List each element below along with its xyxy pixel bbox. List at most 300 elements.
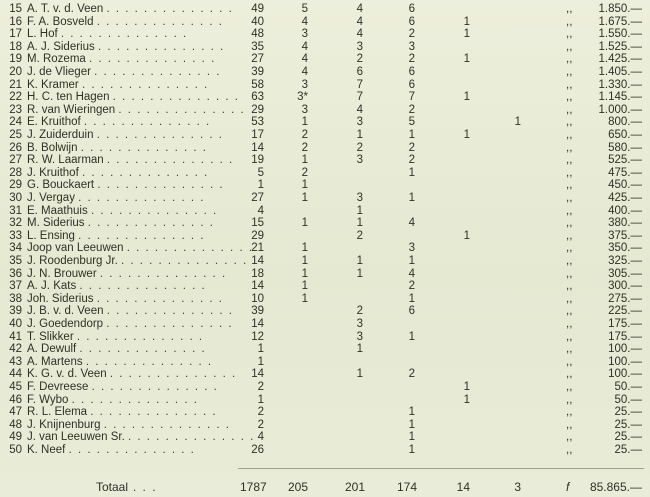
total-col-1: 1787: [240, 480, 267, 494]
col-1-value: 14: [251, 280, 264, 293]
ditto-mark: ,,: [566, 3, 573, 15]
prize-amount: 1.000.—: [598, 103, 642, 116]
ditto-mark: ,,: [566, 381, 573, 393]
player-name-text: J. Kruithof: [27, 166, 79, 179]
leader-dots: . . . . . . . . . . . . . .: [97, 40, 225, 53]
player-name-text: H. C. ten Hagen: [27, 91, 110, 104]
col-1-value: 53: [251, 116, 264, 129]
prize-amount: 650.—: [608, 129, 642, 141]
col-1-value: 14: [251, 141, 264, 154]
col-1-value: 2: [257, 406, 264, 419]
player-name-text: Joh. Siderius: [27, 292, 94, 305]
col-5-value: 1: [463, 28, 470, 41]
col-1-value: 1: [257, 179, 264, 192]
player-name: [27, 442, 237, 458]
col-3-value: 3: [356, 116, 363, 129]
prize-amount: 25.—: [614, 418, 642, 431]
leader-dots: . . . . . . . . . . . . . .: [79, 280, 207, 293]
col-3-value: 4: [356, 15, 363, 28]
leader-dots: . . . . . . . . . . . . . .: [106, 3, 234, 15]
col-4-value: 3: [408, 40, 415, 53]
ditto-mark: ,,: [566, 141, 573, 154]
player-name-text: E. Maathuis: [27, 204, 88, 217]
col-1-value: 29: [251, 229, 264, 242]
col-4-value: 4: [408, 217, 415, 230]
rank-number: 43: [9, 355, 22, 368]
col-3-value: 4: [356, 28, 363, 41]
col-1-value: 18: [251, 267, 264, 280]
player-name-text: T. Slikker: [27, 330, 74, 343]
player-name-text: J. N. Brouwer: [27, 267, 97, 280]
col-3-value: 3: [356, 192, 363, 204]
col-2-value: 1: [301, 242, 308, 255]
leader-dots: . . . . . . . . . . . . . .: [81, 166, 209, 179]
ditto-mark: ,,: [566, 129, 573, 141]
rank-number: 42: [9, 343, 22, 356]
col-4-value: 2: [408, 154, 415, 167]
col-2-value: 5: [301, 3, 308, 15]
col-1-value: 1: [257, 355, 264, 368]
player-name-text: J. Knijnenburg: [27, 418, 101, 431]
col-2-value: 1: [301, 154, 308, 167]
ditto-mark: ,,: [566, 179, 573, 192]
col-4-value: 2: [408, 53, 415, 66]
player-name-text: F. Devreese: [27, 381, 89, 393]
ditto-mark: ,,: [566, 343, 573, 356]
col-4-value: 5: [408, 116, 415, 129]
rank-number: 18: [9, 40, 22, 53]
prize-amount: 100.—: [608, 368, 642, 381]
leader-dots: . . . . . . . . . . . . . .: [109, 368, 237, 381]
rank-number: 21: [9, 78, 22, 91]
leader-dots: . . . . . . . . . . . . . .: [106, 154, 234, 167]
col-5-value: 1: [463, 53, 470, 66]
player-name-text: J. Roodenburg Jr.: [27, 255, 118, 267]
player-name-text: J. B. v. d. Veen: [27, 305, 104, 318]
col-4-value: 1: [408, 192, 415, 204]
col-1-value: 4: [257, 431, 264, 444]
total-col-2: 205: [287, 480, 308, 494]
prize-amount: 380.—: [608, 217, 642, 230]
ditto-mark: ,,: [566, 393, 573, 406]
col-5-value: 1: [463, 381, 470, 393]
ditto-mark: ,,: [566, 305, 573, 318]
rank-number: 35: [9, 255, 22, 267]
leader-dots: . . . . . . . . . . . . . .: [81, 78, 209, 91]
leader-dots: . . . . . . . . . . . . . .: [97, 179, 225, 192]
prize-amount: 25.—: [614, 431, 642, 444]
col-4-value: 1: [408, 166, 415, 179]
ditto-mark: ,,: [566, 355, 573, 368]
col-2-value: 4: [301, 15, 308, 28]
prize-amount: 175.—: [608, 318, 642, 330]
col-2-value: 1: [301, 116, 308, 129]
prize-amount: 100.—: [608, 355, 642, 368]
prize-amount: 475.—: [608, 166, 642, 179]
col-4-value: 6: [408, 66, 415, 78]
player-name-text: L. Ensing: [27, 229, 75, 242]
leader-dots: . . . . . . . . . . . . . .: [89, 53, 216, 66]
player-name-text: B. Bolwijn: [27, 141, 78, 154]
col-1-value: 17: [251, 129, 264, 141]
player-name-text: J. Zuiderduin: [27, 129, 94, 141]
col-4-value: 1: [408, 330, 415, 343]
col-1-value: 4: [257, 204, 264, 217]
col-1-value: 35: [251, 40, 264, 53]
col-3-value: 3: [356, 40, 363, 53]
prize-amount: 305.—: [608, 267, 642, 280]
ditto-mark: ,,: [566, 242, 573, 255]
prize-amount: 350.—: [608, 242, 642, 255]
prize-amount: 100.—: [608, 343, 642, 356]
prize-amount: 375.—: [608, 229, 642, 242]
rank-number: 30: [9, 192, 22, 204]
ditto-mark: ,,: [566, 53, 573, 66]
col-3-value: 2: [356, 229, 363, 242]
col-4-value: 1: [408, 129, 415, 141]
col-4-value: 4: [408, 267, 415, 280]
leader-dots: . . . . . . . . . . . . . .: [87, 217, 215, 230]
prize-amount: 50.—: [614, 393, 642, 406]
leader-dots: . . . . . . . . . . . . . .: [85, 355, 213, 368]
col-2-value: 1: [301, 280, 308, 293]
col-4-value: 3: [408, 242, 415, 255]
player-name-text: E. Kruithof: [27, 116, 81, 129]
player-name-text: K. Neef: [27, 444, 66, 456]
leader-dots: . . . . . . . . . . . . . .: [83, 116, 211, 129]
rank-number: 39: [9, 305, 22, 318]
col-2-value: 1: [301, 292, 308, 305]
rank-number: 33: [9, 229, 22, 242]
col-4-value: 1: [408, 292, 415, 305]
col-4-value: 1: [408, 418, 415, 431]
col-1-value: 15: [251, 217, 264, 230]
col-3-value: 3: [356, 318, 363, 330]
prize-amount: 1.550.—: [598, 28, 642, 41]
prize-amount: 1.850.—: [598, 3, 642, 15]
col-1-value: 5: [257, 166, 264, 179]
rank-number: 26: [9, 141, 22, 154]
ditto-mark: ,,: [566, 418, 573, 431]
col-1-value: 39: [251, 305, 264, 318]
col-1-value: 27: [251, 53, 264, 66]
leader-dots: . . . . . . . . . . . . . .: [96, 292, 224, 305]
col-2-value: 4: [301, 40, 308, 53]
col-3-value: 7: [356, 91, 363, 104]
rank-number: 47: [9, 406, 22, 419]
ditto-mark: ,,: [566, 280, 573, 293]
col-1-value: 48: [251, 28, 264, 41]
leader-dots: . . . . . . . . . . . . . .: [90, 406, 218, 419]
leader-dots: . . . . . . . . . . . . . .: [71, 393, 199, 406]
ditto-mark: ,,: [566, 103, 573, 116]
col-1-value: 19: [251, 154, 264, 167]
ditto-mark: ,,: [566, 292, 573, 305]
leader-dots: . . . . . . . . . . . . . .: [80, 141, 208, 154]
rank-number: 17: [9, 28, 22, 41]
ditto-mark: ,,: [566, 66, 573, 78]
col-4-value: 2: [408, 28, 415, 41]
prize-amount: 400.—: [608, 204, 642, 217]
col-2-value: 3: [301, 103, 308, 116]
player-name-text: A. Dewulf: [27, 343, 77, 356]
leader-dots: . . . . . . . . . . . . . .: [94, 66, 221, 78]
rank-number: 49: [9, 431, 22, 444]
leader-dots: . . . . . . . . . . . . . .: [76, 330, 204, 343]
col-1-value: 58: [251, 78, 264, 91]
col-1-value: 40: [251, 15, 264, 28]
total-rule: [238, 468, 644, 469]
col-1-value: 1: [257, 393, 264, 406]
player-name-text: M. Rozema: [27, 53, 86, 66]
prize-amount: 425.—: [608, 192, 642, 204]
prize-amount: 50.—: [614, 381, 642, 393]
ditto-mark: ,,: [566, 15, 573, 28]
rank-number: 24: [9, 116, 22, 129]
leader-dots: . . . . . . . . . . . . . .: [106, 305, 234, 318]
col-3-value: 1: [356, 217, 363, 230]
col-3-value: 1: [356, 343, 363, 356]
col-2-value: 3: [301, 28, 308, 41]
col-3-value: 1: [356, 204, 363, 217]
player-name-text: J. van Leeuwen Sr.: [27, 431, 125, 444]
prize-amount: 225.—: [608, 305, 642, 318]
prize-amount: 580.—: [608, 141, 642, 154]
col-5-value: 1: [463, 15, 470, 28]
prize-amount: 450.—: [608, 179, 642, 192]
ditto-mark: ,,: [566, 318, 573, 330]
leader-dots: . . . . . . . . . . . . . .: [79, 343, 207, 356]
leader-dots: . . . . . . . . . . . . . .: [106, 318, 234, 330]
col-2-value: 4: [301, 66, 308, 78]
total-col-6: 3: [514, 480, 521, 494]
rank-number: 50: [9, 444, 22, 456]
player-name-text: F. A. Bosveld: [27, 15, 94, 28]
prize-amount: 800.—: [608, 116, 642, 129]
total-col-5: 14: [456, 480, 470, 494]
col-3-value: 1: [356, 129, 363, 141]
ditto-mark: ,,: [566, 267, 573, 280]
rank-number: 37: [9, 280, 22, 293]
ditto-mark: ,,: [566, 28, 573, 41]
rank-number: 36: [9, 267, 22, 280]
prize-amount: 325.—: [608, 255, 642, 267]
col-2-value: 1: [301, 255, 308, 267]
rank-number: 22: [9, 91, 22, 104]
col-4-value: 2: [408, 141, 415, 154]
prize-amount: 1.405.—: [598, 66, 642, 78]
ditto-mark: ,,: [566, 166, 573, 179]
leader-dots: . . . . . . . . . . . . . .: [60, 28, 188, 41]
rank-number: 34: [9, 242, 22, 255]
col-5-value: 1: [463, 129, 470, 141]
ditto-mark: ,,: [566, 330, 573, 343]
leader-dots: . . . . . . . . . . . . . .: [126, 242, 254, 255]
col-1-value: 63: [251, 91, 264, 104]
player-name-text: J. Goedendorp: [27, 318, 104, 330]
col-4-value: 2: [408, 103, 415, 116]
col-5-value: 1: [463, 229, 470, 242]
prize-amount: 525.—: [608, 154, 642, 167]
leader-dots: . . . . . . . . . . . . . .: [120, 255, 248, 267]
rank-number: 38: [9, 292, 22, 305]
player-name-text: R. van Wieringen: [27, 103, 116, 116]
col-3-value: 6: [356, 66, 363, 78]
leader-dots: . . . . . . . . . . . . . .: [96, 129, 224, 141]
player-name-text: A. Martens: [27, 355, 83, 368]
player-name-text: A. J. Siderius: [27, 40, 95, 53]
col-5-value: 1: [463, 393, 470, 406]
ditto-mark: ,,: [566, 192, 573, 204]
player-name-text: A. J. Kats: [27, 280, 77, 293]
prize-amount: 1.145.—: [598, 91, 642, 104]
col-2-value: 1: [301, 179, 308, 192]
col-4-value: 1: [408, 406, 415, 419]
leader-dots: . . . . . . . . . . . . . .: [91, 381, 219, 393]
col-2-value: 4: [301, 53, 308, 66]
player-name-text: A. T. v. d. Veen: [27, 3, 104, 15]
col-1-value: 26: [251, 444, 264, 456]
player-name-text: M. Siderius: [27, 217, 85, 230]
ditto-mark: ,,: [566, 40, 573, 53]
col-2-value: 2: [301, 141, 308, 154]
leader-dots: . . . . . . . . . . . . . .: [68, 444, 196, 456]
rank-number: 19: [9, 53, 22, 66]
prize-amount: 300.—: [608, 280, 642, 293]
leader-dots: . . . . . . . . . . . . . .: [103, 418, 231, 431]
prize-amount: 25.—: [614, 444, 642, 456]
leader-dots: . . . . . . . . . . . . . .: [90, 204, 218, 217]
col-3-value: 4: [356, 3, 363, 15]
col-1-value: 1: [257, 343, 264, 356]
leader-dots: . . . . . . . . . . . . . .: [78, 192, 205, 204]
col-1-value: 49: [251, 3, 264, 15]
rank-number: 27: [9, 154, 22, 167]
col-3-value: 3: [356, 154, 363, 167]
rank-number: 20: [9, 66, 22, 78]
col-6-value: 1: [514, 116, 521, 129]
rank-number: 40: [9, 318, 22, 330]
prize-amount: 175.—: [608, 330, 642, 343]
ditto-mark: ,,: [566, 255, 573, 267]
col-2-value: 1: [301, 192, 308, 204]
rank-number: 48: [9, 418, 22, 431]
ditto-mark: ,,: [566, 78, 573, 91]
col-4-value: 2: [408, 368, 415, 381]
col-1-value: 39: [251, 66, 264, 78]
col-3-value: 7: [356, 78, 363, 91]
col-2-value: 3: [301, 78, 308, 91]
rank-number: 46: [9, 393, 22, 406]
prize-amount: 1.425.—: [598, 53, 642, 66]
col-4-value: 1: [408, 255, 415, 267]
leader-dots: . . . . . . . . . . . . . .: [96, 15, 224, 28]
prize-amount: 1.525.—: [598, 40, 642, 53]
col-5-value: 1: [463, 91, 470, 104]
col-4-value: 6: [408, 3, 415, 15]
col-3-value: 3: [356, 330, 363, 343]
leader-dots: . . . . . . . . . . . . . .: [112, 91, 240, 104]
rank-number: 29: [9, 179, 22, 192]
total-currency: f: [566, 480, 570, 494]
ditto-mark: ,,: [566, 217, 573, 230]
col-2-value: 1: [301, 217, 308, 230]
col-1-value: 21: [251, 242, 264, 255]
total-col-4: 174: [397, 480, 418, 494]
ditto-mark: ,,: [566, 204, 573, 217]
col-1-value: 2: [257, 381, 264, 393]
col-3-value: 4: [356, 103, 363, 116]
col-4-value: 7: [408, 91, 415, 104]
player-name-text: Joop van Leeuwen: [27, 242, 124, 255]
leader-dots: . . . . . . . . . . . . . .: [78, 229, 205, 242]
ditto-mark: ,,: [566, 229, 573, 242]
prize-amount: 1.675.—: [598, 15, 642, 28]
rank-number: 45: [9, 381, 22, 393]
col-4-value: 6: [408, 15, 415, 28]
leader-dots: . . . . . . . . . . . . . .: [128, 431, 255, 444]
player-name-text: L. Hof: [27, 28, 58, 41]
rank-number: 32: [9, 217, 22, 230]
prize-amount: 1.330.—: [598, 78, 642, 91]
leader-dots: . . . . . . . . . . . . . .: [118, 103, 246, 116]
col-1-value: 14: [251, 255, 264, 267]
col-1-value: 14: [251, 368, 264, 381]
ditto-mark: ,,: [566, 431, 573, 444]
col-3-value: 1: [356, 368, 363, 381]
player-name-text: R. L. Elema: [27, 406, 88, 419]
total-col-3: 201: [345, 480, 366, 494]
player-name-text: J. Vergay: [27, 192, 75, 204]
ditto-mark: ,,: [566, 444, 573, 456]
prize-amount: 275.—: [608, 292, 642, 305]
player-name-text: R. W. Laarman: [27, 154, 104, 167]
total-amount: 85.865.—: [589, 480, 642, 494]
col-2-value: 3*: [297, 91, 308, 104]
player-name-text: K. Kramer: [27, 78, 79, 91]
ditto-mark: ,,: [566, 116, 573, 129]
ditto-mark: ,,: [566, 154, 573, 167]
rank-number: 15: [9, 3, 22, 15]
col-4-value: 1: [408, 444, 415, 456]
player-name-text: F. Wybo: [27, 393, 69, 406]
col-4-value: 2: [408, 280, 415, 293]
col-4-value: 6: [408, 78, 415, 91]
ditto-mark: ,,: [566, 368, 573, 381]
leader-dots: . . . . . . . . . . . . . .: [99, 267, 227, 280]
col-2-value: 2: [301, 166, 308, 179]
col-4-value: 1: [408, 431, 415, 444]
prize-amount: 25.—: [614, 406, 642, 419]
col-4-value: 6: [408, 305, 415, 318]
col-2-value: 1: [301, 267, 308, 280]
player-name-text: J. de Vlieger: [27, 66, 91, 78]
total-label: Totaal . . .: [96, 480, 158, 494]
col-1-value: 27: [251, 192, 264, 204]
rank-number: 31: [9, 204, 22, 217]
col-3-value: 2: [356, 141, 363, 154]
col-3-value: 2: [356, 53, 363, 66]
col-1-value: 29: [251, 103, 264, 116]
rank-number: 23: [9, 103, 22, 116]
player-name-text: K. G. v. d. Veen: [27, 368, 107, 381]
rank-number: 44: [9, 368, 22, 381]
ditto-mark: ,,: [566, 406, 573, 419]
col-1-value: 12: [251, 330, 264, 343]
col-3-value: 2: [356, 305, 363, 318]
total-row: [0, 479, 650, 495]
rank-number: 25: [9, 129, 22, 141]
